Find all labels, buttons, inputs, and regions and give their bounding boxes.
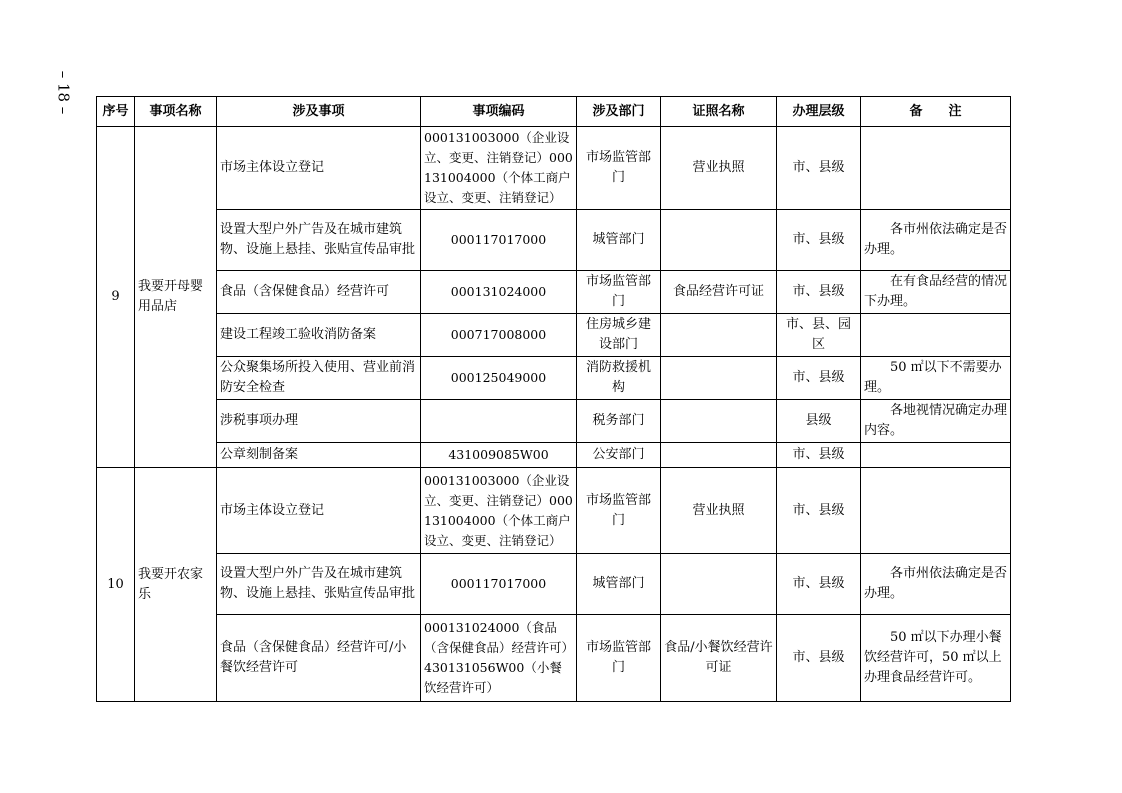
code-cell: 000131003000（企业设立、变更、注销登记）000131004000（个体工商户设立、变更、注销登记） — [421, 468, 577, 554]
level-cell: 市、县级 — [777, 443, 861, 468]
group-seq: 10 — [97, 468, 135, 702]
table-header-row — [97, 97, 1011, 127]
matter-cell: 食品（含保健食品）经营许可/小餐饮经营许可 — [217, 615, 421, 702]
dept-cell: 市场监管部门 — [577, 468, 661, 554]
cert-cell: 营业执照 — [661, 468, 777, 554]
note-cell: 50 ㎡以下不需要办理。 — [861, 357, 1011, 400]
code-cell: 431009085W00 — [421, 443, 577, 468]
code-cell: 000131024000（食品（含保健食品）经营许可）430131056W00（小餐饮经营许可） — [421, 615, 577, 702]
cert-cell — [661, 443, 777, 468]
dept-cell: 市场监管部门 — [577, 127, 661, 210]
header-item-name: 事项名称 — [135, 97, 217, 127]
group-name: 我要开母婴用品店 — [135, 127, 217, 468]
level-cell: 市、县级 — [777, 357, 861, 400]
matter-cell: 市场主体设立登记 — [217, 468, 421, 554]
level-cell: 市、县级 — [777, 271, 861, 314]
table-row — [97, 271, 1011, 314]
note-cell — [861, 314, 1011, 357]
note-cell — [861, 127, 1011, 210]
matter-cell: 涉税事项办理 — [217, 400, 421, 443]
code-cell: 000125049000 — [421, 357, 577, 400]
code-cell: 000717008000 — [421, 314, 577, 357]
note-cell: 各市州依法确定是否办理。 — [861, 554, 1011, 615]
level-cell: 市、县、园区 — [777, 314, 861, 357]
cert-cell — [661, 400, 777, 443]
page-number: – 18 – — [54, 70, 73, 114]
level-cell: 市、县级 — [777, 210, 861, 271]
matter-cell: 市场主体设立登记 — [217, 127, 421, 210]
header-cert: 证照名称 — [661, 97, 777, 127]
dept-cell: 市场监管部门 — [577, 615, 661, 702]
table-row — [97, 443, 1011, 468]
header-dept: 涉及部门 — [577, 97, 661, 127]
matter-cell: 食品（含保健食品）经营许可 — [217, 271, 421, 314]
dept-cell: 消防救援机构 — [577, 357, 661, 400]
header-level: 办理层级 — [777, 97, 861, 127]
matter-cell: 公众聚集场所投入使用、营业前消防安全检查 — [217, 357, 421, 400]
dept-cell: 税务部门 — [577, 400, 661, 443]
dept-cell: 市场监管部门 — [577, 271, 661, 314]
code-cell: 000131003000（企业设立、变更、注销登记）000131004000（个体工商户设立、变更、注销登记） — [421, 127, 577, 210]
level-cell: 市、县级 — [777, 554, 861, 615]
code-cell: 000117017000 — [421, 210, 577, 271]
cert-cell — [661, 554, 777, 615]
table-row — [97, 210, 1011, 271]
code-cell: 000117017000 — [421, 554, 577, 615]
note-cell: 各市州依法确定是否办理。 — [861, 210, 1011, 271]
cert-cell — [661, 314, 777, 357]
group-seq: 9 — [97, 127, 135, 468]
dept-cell: 城管部门 — [577, 210, 661, 271]
note-cell — [861, 443, 1011, 468]
header-note: 备 注 — [861, 97, 1011, 127]
level-cell: 市、县级 — [777, 615, 861, 702]
cert-cell: 食品经营许可证 — [661, 271, 777, 314]
cert-cell: 营业执照 — [661, 127, 777, 210]
header-seq: 序号 — [97, 97, 135, 127]
code-cell — [421, 400, 577, 443]
note-cell — [861, 468, 1011, 554]
level-cell: 县级 — [777, 400, 861, 443]
table-row — [97, 127, 1011, 210]
table-row — [97, 314, 1011, 357]
dept-cell: 公安部门 — [577, 443, 661, 468]
cert-cell: 食品/小餐饮经营许可证 — [661, 615, 777, 702]
code-cell: 000131024000 — [421, 271, 577, 314]
level-cell: 市、县级 — [777, 468, 861, 554]
group-name: 我要开农家乐 — [135, 468, 217, 702]
table-row — [97, 615, 1011, 702]
matter-cell: 设置大型户外广告及在城市建筑物、设施上悬挂、张贴宣传品审批 — [217, 210, 421, 271]
table-row — [97, 357, 1011, 400]
table-row — [97, 400, 1011, 443]
table-row — [97, 554, 1011, 615]
level-cell: 市、县级 — [777, 127, 861, 210]
matters-table — [96, 96, 1011, 702]
matter-cell: 设置大型户外广告及在城市建筑物、设施上悬挂、张贴宣传品审批 — [217, 554, 421, 615]
header-code: 事项编码 — [421, 97, 577, 127]
matter-cell: 公章刻制备案 — [217, 443, 421, 468]
table-row — [97, 468, 1011, 554]
cert-cell — [661, 357, 777, 400]
note-cell: 各地视情况确定办理内容。 — [861, 400, 1011, 443]
dept-cell: 城管部门 — [577, 554, 661, 615]
cert-cell — [661, 210, 777, 271]
matter-cell: 建设工程竣工验收消防备案 — [217, 314, 421, 357]
note-cell: 50 ㎡以下办理小餐饮经营许可，50 ㎡以上办理食品经营许可。 — [861, 615, 1011, 702]
header-matter: 涉及事项 — [217, 97, 421, 127]
dept-cell: 住房城乡建设部门 — [577, 314, 661, 357]
note-cell: 在有食品经营的情况下办理。 — [861, 271, 1011, 314]
